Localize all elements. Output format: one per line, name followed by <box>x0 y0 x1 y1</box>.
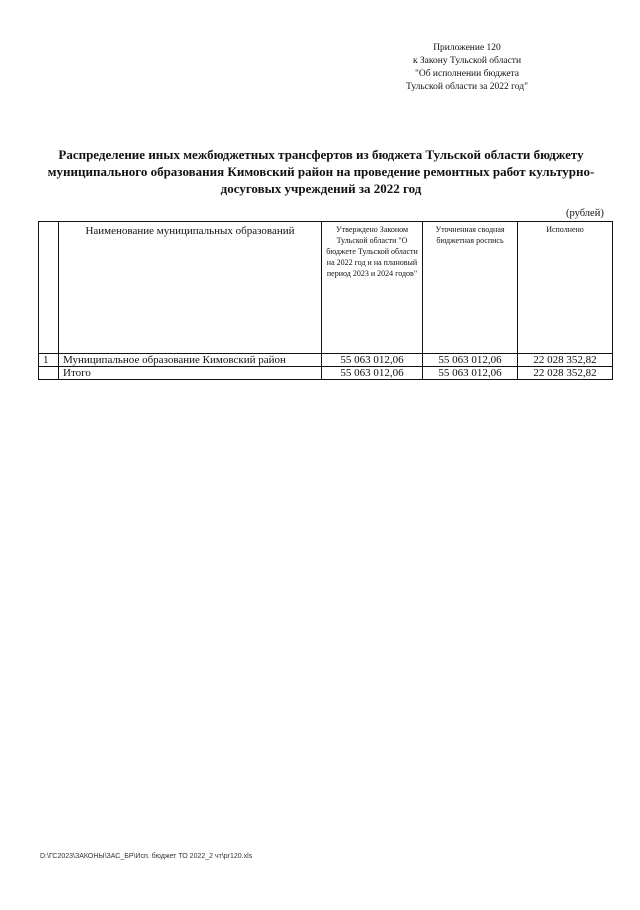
total-number <box>39 367 59 380</box>
total-executed-amount: 22 028 352,82 <box>518 367 613 380</box>
table-row <box>39 354 613 367</box>
header-executed: Исполнено <box>518 222 613 354</box>
header-refined: Уточненная сводная бюджетная роспись <box>423 222 518 354</box>
units-label: (рублей) <box>566 208 604 219</box>
row-refined-amount: 55 063 012,06 <box>423 354 518 367</box>
appendix-line-4: Тульской области за 2022 год" <box>406 82 528 92</box>
header-municipality-name: Наименование муниципальных образований <box>59 222 322 354</box>
appendix-line-1: Приложение 120 <box>433 43 501 53</box>
header-approved: Утверждено Законом Тульской области "О бюджете Тульской области на 2022 год и на плановый период 2023 и 2024 годов" <box>322 222 423 354</box>
row-executed-amount: 22 028 352,82 <box>518 354 613 367</box>
row-municipality-name: Муниципальное образование Кимовский район <box>59 354 322 367</box>
row-approved-amount: 55 063 012,06 <box>322 354 423 367</box>
appendix-line-3: "Об исполнении бюджета <box>414 69 520 79</box>
appendix-header <box>392 42 542 94</box>
total-refined-amount: 55 063 012,06 <box>423 367 518 380</box>
row-number: 1 <box>39 354 59 367</box>
table-header-row <box>39 222 613 354</box>
file-path-footer: D:\ГС2023\ЗАКОНЫ\ЗАС_БР\Исп. бюджет ТО 2022_2 чт\pr120.xls <box>40 853 253 860</box>
transfers-table <box>38 221 613 380</box>
total-approved-amount: 55 063 012,06 <box>322 367 423 380</box>
total-row <box>39 367 613 380</box>
document-title: Распределение иных межбюджетных трансфертов из бюджета Тульской области бюджету муниципального образования Кимовский район на проведение ремонтных работ культурно-досуговых учреждений за 2022 год <box>47 147 595 196</box>
header-number <box>39 222 59 354</box>
appendix-line-2: к Закону Тульской области <box>412 56 522 66</box>
total-label: Итого <box>59 367 322 380</box>
